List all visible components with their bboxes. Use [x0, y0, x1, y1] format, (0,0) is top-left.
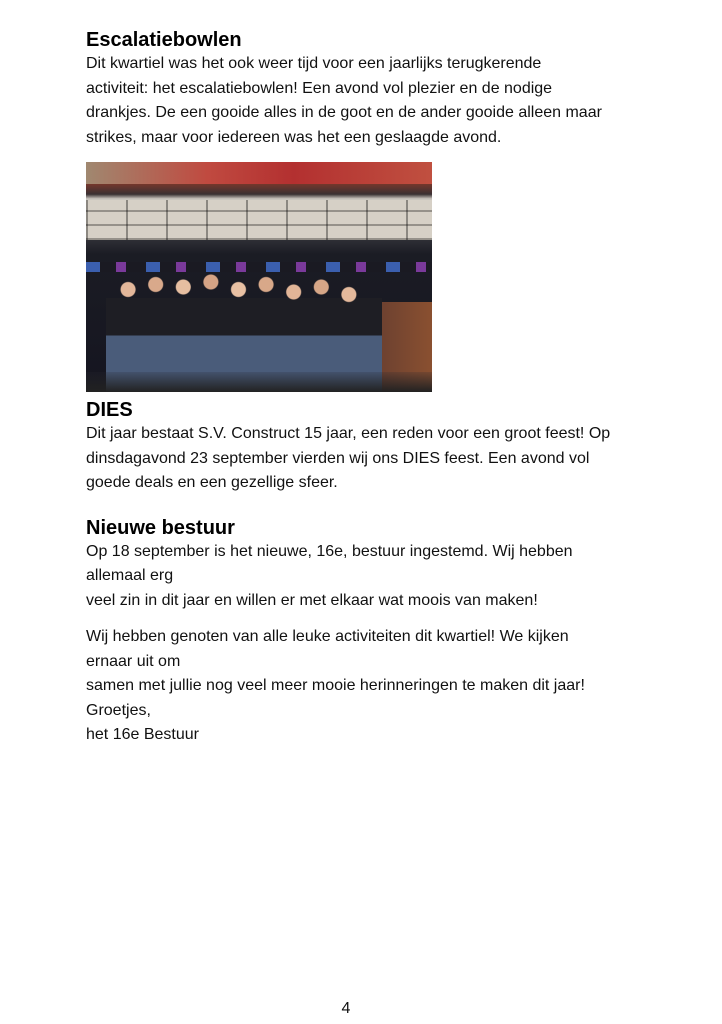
text-line: Groetjes,	[86, 701, 151, 719]
bowlen-text	[86, 52, 646, 150]
bestuur-text	[86, 540, 646, 614]
closing-text	[86, 625, 646, 748]
photo-floor	[86, 372, 432, 392]
text-line: Dit kwartiel was het ook weer tijd voor een jaarlijks terugkerende	[86, 55, 542, 72]
text-line: dinsdagavond 23 september vierden wij ons DIES feest. Een avond vol	[86, 449, 590, 467]
page-content	[86, 28, 646, 748]
text-line: goede deals en een gezellige sfeer.	[86, 474, 338, 491]
text-line: Dit jaar bestaat S.V. Construct 15 jaar, een reden voor een groot feest! Op	[86, 425, 611, 442]
text-line: het 16e Bestuur	[86, 726, 199, 743]
photo-ceiling	[86, 162, 432, 184]
section-title-dies: DIES	[86, 399, 133, 421]
text-line: drankjes. De een gooide alles in de goot en de ander gooide alleen maar	[86, 104, 602, 121]
text-line: samen met jullie nog veel meer mooie herinneringen te maken dit jaar!	[86, 677, 585, 694]
section-title-bestuur: Nieuwe bestuur	[86, 516, 235, 539]
bowling-group-photo	[86, 162, 432, 392]
dies-text	[86, 422, 646, 496]
text-line: allemaal erg	[86, 567, 174, 584]
text-line: Op 18 september is het nieuwe, 16e, bestuur ingestemd. Wij hebben	[86, 542, 573, 560]
section-title-bowlen: Escalatiebowlen	[86, 29, 242, 51]
photo-ceiling-grid	[86, 200, 432, 240]
text-line: ernaar uit om	[86, 652, 181, 670]
text-line: veel zin in dit jaar en willen er met elkaar wat moois van maken!	[86, 591, 538, 609]
text-line: strikes, maar voor iedereen was het een geslaagde avond.	[86, 128, 502, 146]
text-line: activiteit: het escalatiebowlen! Een avond vol plezier en de nodige	[86, 79, 553, 97]
page-number: 4	[341, 1000, 351, 1017]
text-line: Wij hebben genoten van alle leuke activiteiten dit kwartiel! We kijken	[86, 628, 569, 645]
